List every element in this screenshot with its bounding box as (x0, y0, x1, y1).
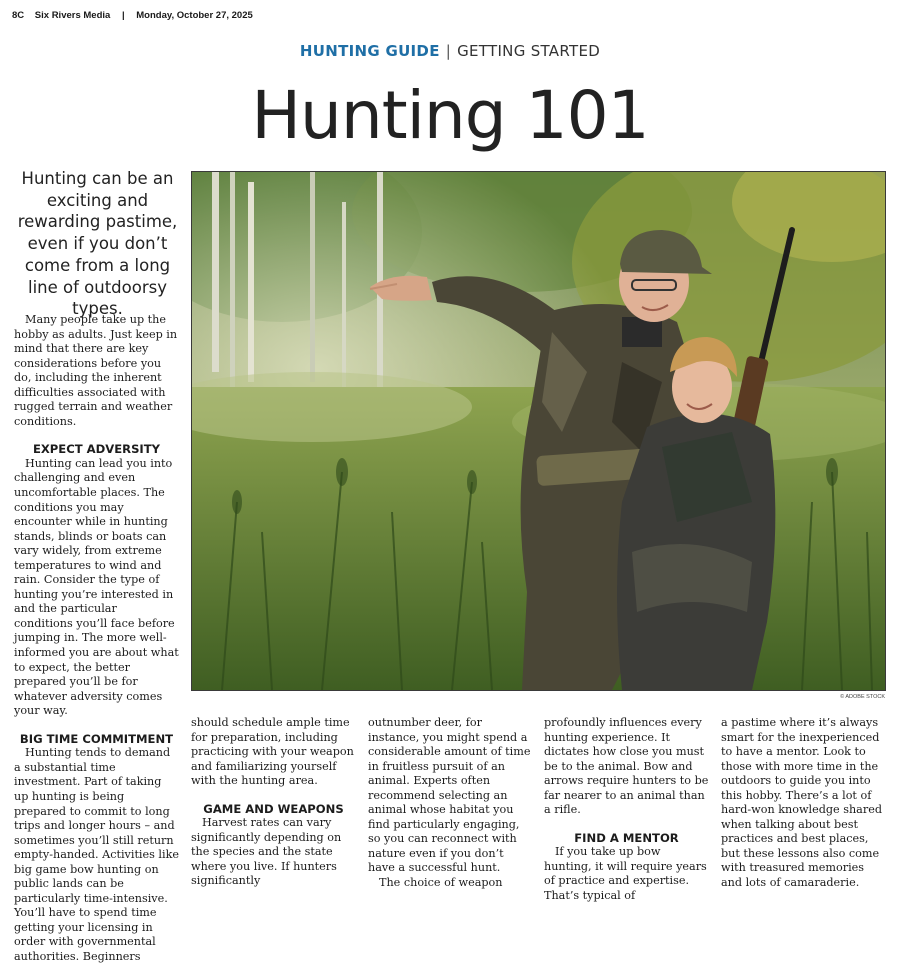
page-number: 8C (12, 10, 25, 21)
mentor-paragraph-continued: a pastime where it’s always smart for the inexperienced to have a mentor. Look to those with more time in the outdoors to guide you into this hobby. There’s a lot of hard-won knowledge shared when talking about best practices and best places, but these lessons also come with treasured memories and lots of camaraderie. (721, 716, 882, 890)
subhead-expect-adversity: EXPECT ADVERSITY (32, 442, 161, 457)
adversity-paragraph: Hunting can lead you into challenging and even uncomfortable places. The conditions you may encounter while in hunting stands, blinds or boats can vary widely, from extreme temperatures to wind and rain. Consider the type of hunting you’re interested in and the particular conditions you’ll face before jumping in. The more well-informed you are about what to expect, the better prepared you’ll be for whatever adversity comes your way. (14, 456, 179, 718)
folio-divider: | (121, 10, 125, 21)
intro-paragraph: Many people take up the hobby as adults. Just keep in mind that there are key considerations before you do, including the inherent difficulties associated with rugged terrain and weather conditions. (14, 313, 178, 428)
article-column-5 (721, 716, 887, 891)
hunters-photo-illustration (192, 172, 885, 690)
subhead-time-commitment: BIG TIME COMMITMENT (19, 731, 174, 746)
article-column-3 (368, 716, 533, 891)
deck-summary: Hunting can be an exciting and rewarding pastime, even if you don’t come from a long line of outdoorsy types. (17, 169, 178, 319)
weapon-paragraph-continued: profoundly influences every hunting experience. It dictates how close you must be to the animal. Bow and arrows require hunters to be far nearer to an animal than a rifle. (544, 716, 709, 817)
weapon-paragraph: The choice of weapon (379, 876, 503, 890)
headline: Hunting 101 (251, 77, 649, 154)
time-paragraph-continued: should schedule ample time for preparation, including practicing with your weapon and familiarizing yourself with the hunting area. (191, 716, 354, 788)
section-kicker (0, 42, 900, 60)
kicker-topic: GETTING STARTED (457, 42, 601, 60)
time-paragraph: Hunting tends to demand a substantial time investment. Part of taking up hunting is being prepared to commit to long trips and longer hours – and sometimes you’ll still return empty-handed. Activities like big game bow hunting on public lands can be particularly time-intensive. You’ll have to spend time getting your licensing in order with governmental authorities. Beginners (14, 746, 179, 963)
page-folio (12, 10, 253, 21)
issue-date: Monday, October 27, 2025 (136, 10, 253, 21)
photo-credit: © ADOBE STOCK (840, 694, 885, 700)
mentor-paragraph: If you take up bow hunting, it will require years of practice and expertise. That’s typical of (544, 845, 707, 903)
subhead-find-a-mentor: FIND A MENTOR (574, 830, 679, 845)
game-paragraph-continued: outnumber deer, for instance, you might spend a considerable amount of time in fruitless pursuit of an animal. Experts often recommend selecting an animal whose habitat you find particularly engaging, so you can reconnect with nature even if you don’t have a successful hunt. (368, 716, 531, 875)
article-column-4 (544, 716, 709, 904)
publication-name: Six Rivers Media (34, 10, 111, 21)
kicker-divider: | (445, 42, 452, 60)
hunters-photo (191, 171, 886, 691)
article-column-1 (14, 313, 179, 965)
subhead-game-and-weapons: GAME AND WEAPONS (203, 801, 344, 816)
article-column-2 (191, 716, 356, 889)
kicker-section: HUNTING GUIDE (299, 42, 440, 60)
game-paragraph: Harvest rates can vary significantly depending on the species and the state where you live. If hunters significantly (191, 816, 342, 888)
